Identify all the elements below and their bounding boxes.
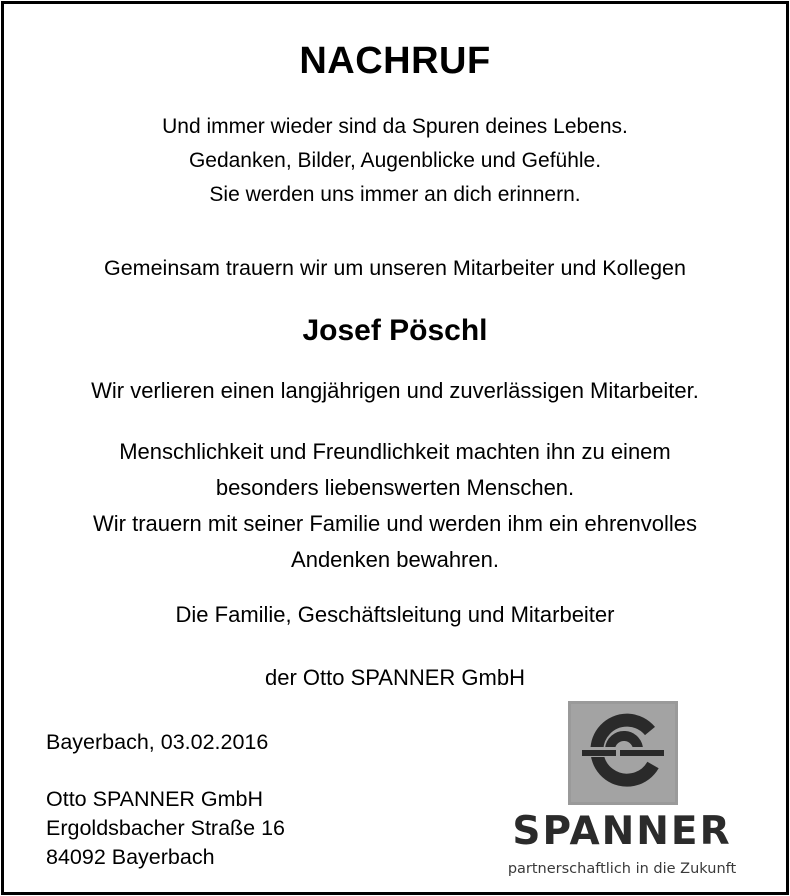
tribute-line: Wir trauern mit seiner Familie und werden ihm ein ehrenvolles	[92, 511, 698, 536]
company-address	[46, 785, 285, 872]
tribute-text	[4, 434, 786, 578]
spanner-emblem-icon	[568, 701, 678, 805]
notice-title: NACHRUF	[299, 40, 491, 82]
verse-line: Sie werden uns immer an dich erinnern.	[209, 183, 581, 206]
obituary-notice	[1, 1, 789, 895]
memorial-verse	[4, 110, 786, 212]
address-line: Ergoldsbacher Straße 16	[46, 816, 286, 840]
logo-wordmark: SPANNER	[512, 809, 732, 854]
address-line: 84092 Bayerbach	[46, 845, 215, 869]
spanner-logo	[493, 701, 751, 886]
company-line: der Otto SPANNER GmbH	[265, 665, 525, 690]
deceased-name: Josef Pöschl	[302, 314, 488, 347]
place-date: Bayerbach, 03.02.2016	[46, 730, 269, 754]
mourners-line: Die Familie, Geschäftsleitung und Mitarbeiter	[175, 602, 615, 627]
verse-line: Gedanken, Bilder, Augenblicke und Gefühle.	[188, 149, 602, 172]
mourning-intro: Gemeinsam trauern wir um unseren Mitarbeiter und Kollegen	[104, 256, 686, 280]
tribute-line: Menschlichkeit und Freundlichkeit machten ihn zu einem	[119, 439, 671, 464]
tribute-line: besonders liebenswerten Menschen.	[215, 475, 575, 500]
address-line: Otto SPANNER GmbH	[46, 787, 264, 811]
verse-line: Und immer wieder sind da Spuren deines Lebens.	[162, 115, 628, 138]
tribute-line: Andenken bewahren.	[291, 547, 499, 572]
loss-statement: Wir verlieren einen langjährigen und zuverlässigen Mitarbeiter.	[91, 378, 699, 403]
logo-tagline: partnerschaftlich in die Zukunft	[507, 861, 737, 877]
